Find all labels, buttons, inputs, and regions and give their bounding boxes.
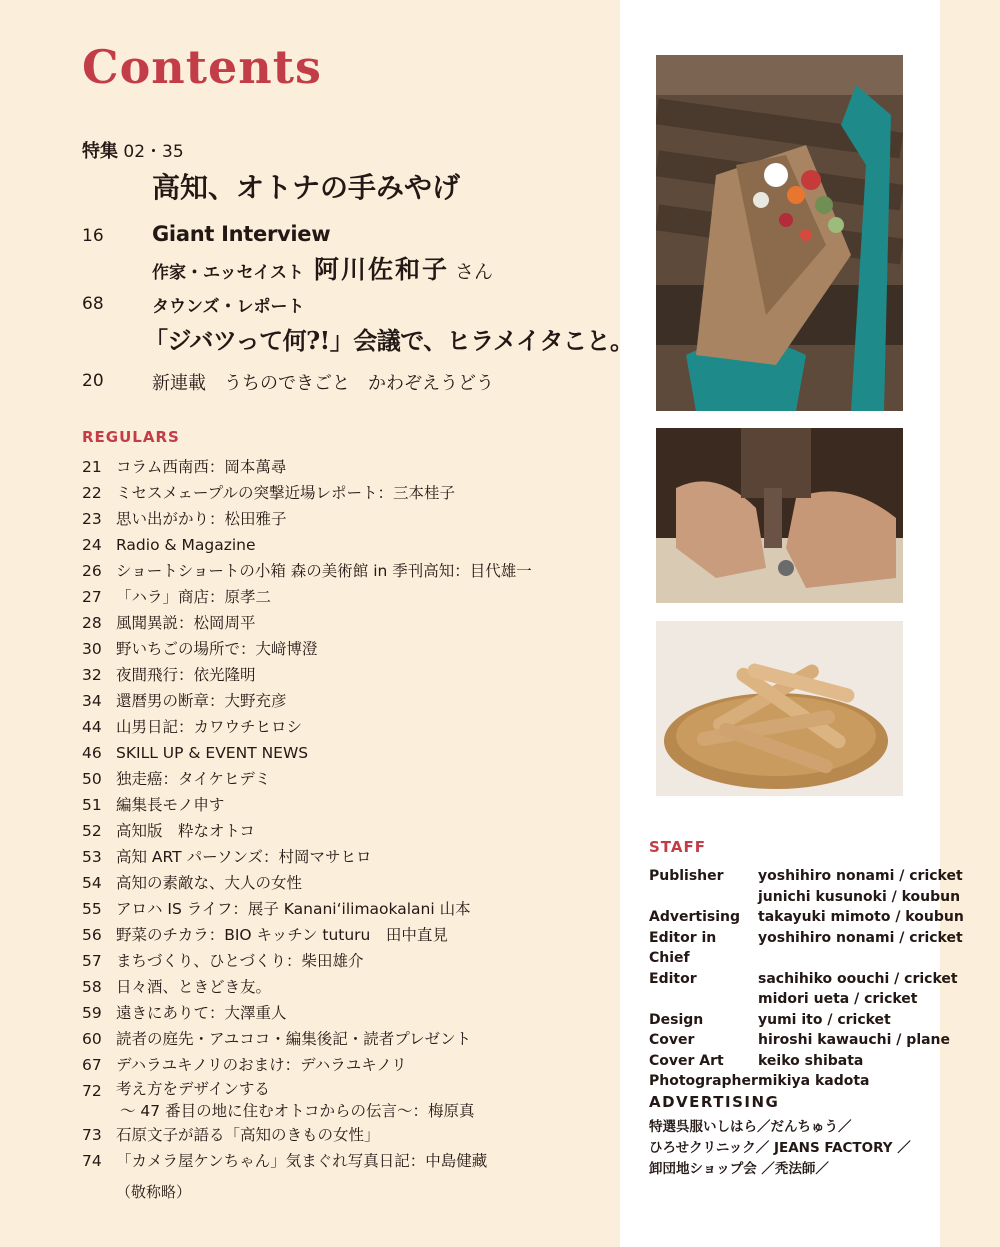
regular-item-title: 思い出がかり：松田雅子 <box>116 510 287 528</box>
regular-item-title-wrap <box>116 896 602 922</box>
regular-item <box>82 454 602 480</box>
staff-names <box>758 1051 939 1072</box>
feature-label: 特集 <box>82 141 118 162</box>
regular-item <box>82 922 602 948</box>
regular-item <box>82 1052 602 1078</box>
staff-role: Cover <box>649 1032 695 1048</box>
serial-title: 新連載 うちのできごと かわぞえうどう <box>152 373 494 394</box>
regular-item <box>82 532 602 558</box>
staff-role: Editor in Chief <box>649 929 717 966</box>
interview-role: 作家・エッセイスト <box>152 263 304 283</box>
regular-item-title-wrap <box>116 1026 602 1052</box>
regular-item-title-wrap <box>116 1148 602 1174</box>
staff-role: Editor <box>649 970 697 987</box>
interview-page: 16 <box>82 226 104 246</box>
staff-name: yumi ito / cricket <box>758 1011 891 1028</box>
regular-item-page: 28 <box>82 614 102 632</box>
regulars-heading: REGULARS <box>82 428 180 446</box>
regular-item-title: 高知の素敵な、大人の女性 <box>116 874 303 892</box>
regular-item-page: 51 <box>82 796 102 814</box>
staff-row <box>649 1051 939 1072</box>
feature-header <box>82 137 184 163</box>
regular-item-page: 72 <box>82 1082 102 1100</box>
staff-name: midori ueta / cricket <box>758 991 918 1007</box>
page-title: Contents <box>82 40 322 94</box>
regular-item-page: 44 <box>82 718 102 736</box>
regular-item-title: Radio & Magazine <box>116 536 256 554</box>
craft-photo <box>656 428 903 603</box>
regular-item-title-wrap <box>116 844 602 870</box>
regular-item <box>82 558 602 584</box>
advertising-heading: ADVERTISING <box>649 1093 780 1111</box>
regular-item-title: 考え方をデザインする <box>116 1080 270 1098</box>
regular-item-title-wrap <box>116 922 602 948</box>
regular-item-title-wrap <box>116 558 602 584</box>
regular-item <box>82 818 602 844</box>
advertiser-line: 卸団地ショップ会 ／秃法師／ <box>649 1161 829 1177</box>
regular-item-page: 46 <box>82 744 102 762</box>
staff-role: Cover Art <box>649 1052 724 1069</box>
feature-title: 高知、オトナの手みやげ <box>152 171 461 204</box>
staff-role: Publisher <box>649 868 724 884</box>
regular-item-page: 32 <box>82 666 102 684</box>
regular-item-title: コラム西南西：岡本萬尋 <box>116 458 287 476</box>
regular-item <box>82 506 602 532</box>
staff-list <box>649 866 964 1092</box>
regular-item-title-wrap <box>116 636 602 662</box>
regular-item <box>82 1078 602 1122</box>
regular-item-page: 22 <box>82 484 102 502</box>
interview-suffix: さん <box>455 261 494 283</box>
regular-item <box>82 870 602 896</box>
regular-item-title: 独走癌：タイケヒデミ <box>116 770 271 788</box>
regular-item-page: 58 <box>82 978 102 996</box>
regular-item-page: 52 <box>82 822 102 840</box>
regular-item <box>82 766 602 792</box>
regular-item-page: 53 <box>82 848 102 866</box>
regular-item <box>82 974 602 1000</box>
staff-names <box>758 1010 939 1031</box>
regular-item <box>82 844 602 870</box>
regular-item <box>82 610 602 636</box>
regular-item-page: 30 <box>82 640 102 658</box>
regular-item <box>82 1122 602 1148</box>
regular-item-title: 野菜のチカラ：BIO キッチン tuturu 田中直見 <box>116 926 448 944</box>
staff-names <box>758 969 958 1010</box>
honorifics-note: （敬称略） <box>116 1183 192 1201</box>
regular-item-title: 日々酒、ときどき友。 <box>116 978 272 996</box>
regular-item-page: 54 <box>82 874 102 892</box>
regular-item-title-wrap <box>116 740 602 766</box>
regular-item-title: 還暦男の断章：大野充彦 <box>116 692 287 710</box>
staff-name: yoshihiro nonami / cricket <box>758 868 963 884</box>
regular-item-page: 73 <box>82 1126 102 1144</box>
staff-name: junichi kusunoki / koubun <box>758 888 961 905</box>
regular-item-title: 編集長モノ申す <box>116 796 225 814</box>
regular-item-page: 21 <box>82 458 102 476</box>
regular-item-title-wrap <box>116 1052 602 1078</box>
regular-item-title: 風聞異説：松岡周平 <box>116 614 256 632</box>
regular-item-title-wrap <box>116 766 602 792</box>
regular-item-title: 「カメラ屋ケンちゃん」気まぐれ写真日記：中島健藏 <box>116 1152 488 1170</box>
regular-item-page: 60 <box>82 1030 102 1048</box>
towns-label: タウンズ・レポート <box>152 297 305 317</box>
staff-row <box>649 969 958 1010</box>
staff-names <box>758 907 964 928</box>
regular-item-page: 57 <box>82 952 102 970</box>
staff-row <box>649 1071 939 1092</box>
regular-item-title: ミセスメェープルの突撃近場レポート：三本桂子 <box>116 484 455 502</box>
regular-item-title: 高知版 粋なオトコ <box>116 822 255 840</box>
regular-item <box>82 1148 602 1174</box>
regular-item-title: 高知 ART パーソンズ：村岡マサヒロ <box>116 848 372 866</box>
regular-item-title-wrap <box>116 454 602 480</box>
regular-item <box>82 740 602 766</box>
staff-role: Photographer <box>649 1073 758 1089</box>
regular-item <box>82 1026 602 1052</box>
regular-item-title-wrap <box>116 1078 602 1122</box>
regular-item-title: 夜間飛行：依光隆明 <box>116 666 256 684</box>
staff-row <box>649 928 963 969</box>
staff-name: hiroshi kawauchi / plane <box>758 1032 951 1048</box>
staff-name: yoshihiro nonami / cricket <box>758 929 963 946</box>
staff-row <box>649 866 963 907</box>
sweets-photo <box>656 621 903 796</box>
regular-item <box>82 792 602 818</box>
regular-item-page: 56 <box>82 926 102 944</box>
staff-row <box>649 1010 939 1031</box>
regular-item-title: SKILL UP & EVENT NEWS <box>116 744 309 762</box>
bouquet-photo <box>656 55 903 411</box>
staff-name: takayuki mimoto / koubun <box>758 909 964 925</box>
regular-item-page: 67 <box>82 1056 102 1074</box>
staff-names <box>758 866 963 907</box>
regular-item-title: ショートショートの小箱 森の美術館 in 季刊高知：目代雄一 <box>116 562 532 580</box>
regular-item-title-wrap <box>116 818 602 844</box>
regular-item <box>82 1000 602 1026</box>
staff-name: mikiya kadota <box>758 1073 870 1089</box>
interview-name: 阿川佐和子 <box>313 255 449 284</box>
regular-item <box>82 662 602 688</box>
regular-item-page: 34 <box>82 692 102 710</box>
regular-item-page: 50 <box>82 770 102 788</box>
regular-item-page: 74 <box>82 1152 102 1170</box>
regular-item-title: 石原文子が語る「高知のきもの女性」 <box>116 1126 380 1144</box>
regular-item-title: 山男日記：カワウチヒロシ <box>116 718 303 736</box>
regular-item-title-wrap <box>116 506 602 532</box>
towns-title: 「ジバツって何?!」会議で、ヒラメイタこと。 <box>144 326 634 355</box>
regular-item-title-wrap <box>116 870 602 896</box>
staff-names <box>758 1071 939 1092</box>
regular-item-title-wrap <box>116 792 602 818</box>
regular-item-title-wrap <box>116 974 602 1000</box>
regular-item-page: 59 <box>82 1004 102 1022</box>
regular-item-title-wrap <box>116 1000 602 1026</box>
regular-item-page: 55 <box>82 900 102 918</box>
interview-block <box>152 222 493 286</box>
staff-role: Design <box>649 1011 704 1028</box>
regular-item <box>82 714 602 740</box>
regular-item-title-wrap <box>116 480 602 506</box>
serial-page: 20 <box>82 371 104 391</box>
staff-names <box>758 928 963 969</box>
regular-item-title: まちづくり、ひとづくり：柴田雄介 <box>116 952 364 970</box>
regular-item-page: 27 <box>82 588 102 606</box>
regular-item <box>82 480 602 506</box>
regular-item-page: 23 <box>82 510 102 528</box>
regular-item-title-wrap <box>116 610 602 636</box>
staff-names <box>758 1030 950 1051</box>
regular-item-title: デハラユキノリのおまけ：デハラユキノリ <box>116 1056 407 1074</box>
feature-pages: 02・35 <box>123 142 184 162</box>
regular-item <box>82 636 602 662</box>
interview-title: Giant Interview <box>152 222 331 246</box>
advertiser-line: ひろせクリニック／ JEANS FACTORY ／ <box>649 1140 911 1156</box>
regular-item-title-wrap <box>116 688 602 714</box>
staff-row <box>649 1030 951 1051</box>
regular-item-title: アロハ IS ライフ：展子 Kanani‘ilimaokalani 山本 <box>116 900 471 918</box>
advertiser-line: 特選呉服いしはら／だんちゅう／ <box>649 1119 852 1135</box>
advertising-list <box>649 1117 911 1180</box>
regular-item-title-wrap <box>116 714 602 740</box>
regular-item <box>82 948 602 974</box>
regular-item <box>82 688 602 714</box>
regular-item-title-wrap <box>116 662 602 688</box>
regular-item-page: 24 <box>82 536 102 554</box>
staff-heading: STAFF <box>649 838 706 856</box>
regular-item-subtitle: ～ 47 番目の地に住むオトコからの伝言～：梅原真 <box>120 1102 475 1120</box>
staff-row <box>649 907 964 928</box>
towns-page: 68 <box>82 294 104 314</box>
regulars-list <box>82 454 602 1174</box>
regular-item-title-wrap <box>116 532 602 558</box>
regular-item-title-wrap <box>116 584 602 610</box>
towns-block <box>144 292 634 356</box>
regular-item-title: 野いちごの場所で：大﨑博澄 <box>116 640 318 658</box>
regular-item <box>82 896 602 922</box>
regular-item <box>82 584 602 610</box>
regular-item-title: 読者の庭先・アユココ・編集後記・読者プレゼント <box>116 1030 472 1048</box>
staff-role: Advertising <box>649 909 740 925</box>
regular-item-title: 遠きにありて：大澤重人 <box>116 1004 287 1022</box>
regular-item-title-wrap <box>116 948 602 974</box>
regular-item-title: 「ハラ」商店：原孝二 <box>116 588 272 606</box>
staff-name: sachihiko oouchi / cricket <box>758 970 958 987</box>
staff-name: keiko shibata <box>758 1052 864 1069</box>
regular-item-page: 26 <box>82 562 102 580</box>
regular-item-title-wrap <box>116 1122 602 1148</box>
